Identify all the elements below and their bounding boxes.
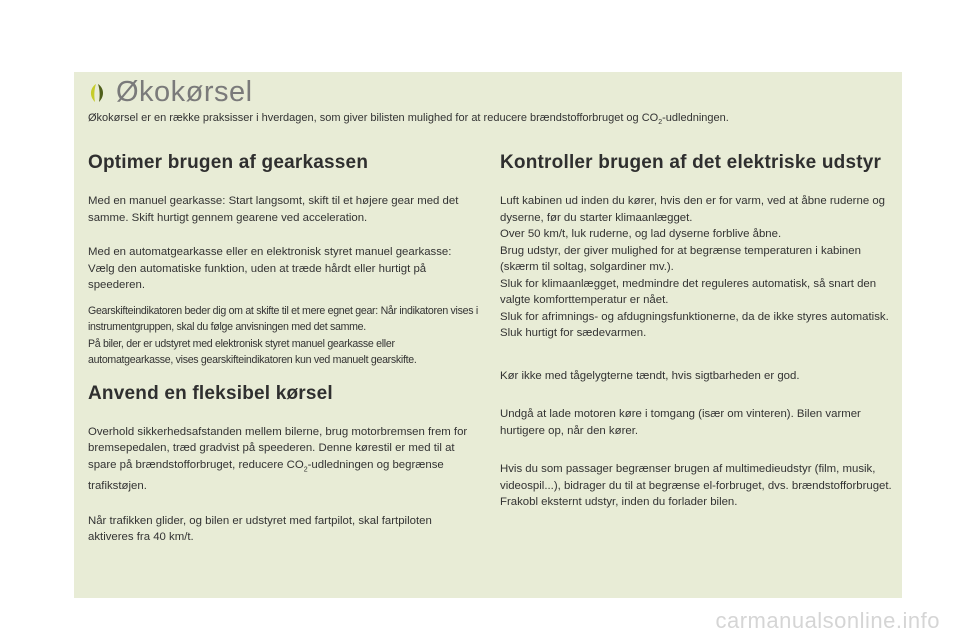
paragraph: På biler, der er udstyret med elektronisk styret manuel gearkasse eller automatgearkasse, vises gearskifteindikatoren kun ved manuelt gearskifte. — [88, 337, 417, 366]
paragraph: Luft kabinen ud inden du kører, hvis den er for varm, ved at åbne ruderne og dyserne, før du starter klimaanlægget. — [500, 195, 885, 224]
paragraph: Brug udstyr, der giver mulighed for at begrænse temperaturen i kabinen (skærm til soltag, solgardiner mv.). — [500, 244, 861, 273]
paragraph: Gearskifteindikatoren beder dig om at skifte til et mere egnet gear: Når indikatoren vises i instrumentgruppen, skal du følge anvisningen med det samme. — [88, 304, 478, 333]
right-column — [500, 152, 892, 511]
content-panel — [74, 72, 902, 598]
section-heading-flexible-driving: Anvend en fleksibel kørsel — [88, 382, 333, 404]
section-heading-gearbox: Optimer brugen af gearkassen — [88, 152, 369, 173]
paragraph: Kør ikke med tågelygterne tændt, hvis sigtbarheden er god. — [500, 369, 800, 382]
paragraph: Hvis du som passager begrænser brugen af multimedieudstyr (film, musik, videospil...), bidrager du til at begrænse el-forbruget, dvs. brændstofforbruget. — [500, 463, 892, 492]
paragraph: Med en automatgearkasse eller en elektronisk styret manuel gearkasse: Vælg den automatiske funktion, uden at træde hårdt eller hurtigt på speederen. — [88, 246, 452, 291]
paragraph: Overhold sikkerhedsafstanden mellem bilerne, brug motorbremsen frem for bremsepedalen, træd gradvist på speederen. Denne kørestil er med til at spare på brændstofforbruget, reducere $CO_2$-udledningen og begrænse trafikstøjen. — [88, 425, 468, 493]
watermark: carmanualsonline.info — [715, 608, 940, 633]
section-heading-electrical: Kontroller brugen af det elektriske udstyr — [500, 152, 882, 173]
paragraph: Sluk hurtigt for sædevarmen. — [500, 327, 647, 339]
paragraph: Med en manuel gearkasse: Start langsomt, skift til et højere gear med det samme. Skift hurtigt gennem gearene ved acceleration. — [88, 195, 459, 224]
paragraph: Undgå at lade motoren køre i tomgang (især om vinteren). Bilen varmer hurtigere op, når den kører. — [500, 408, 861, 437]
page-header — [88, 76, 253, 109]
paragraph: Sluk for afrimnings- og afdugningsfunktionerne, da de ikke styres automatisk. — [500, 310, 889, 323]
page-title: Økokørsel — [116, 76, 253, 108]
paragraph: Når trafikken glider, og bilen er udstyret med fartpilot, skal fartpiloten aktiveres fra 40 km/t. — [88, 514, 432, 544]
paragraph: Over 50 km/t, luk ruderne, og lad dyserne forblive åbne. — [500, 228, 782, 240]
paragraph: Sluk for klimaanlægget, medmindre det reguleres automatisk, så snart den valgte komforttemperatur er nået. — [500, 277, 877, 306]
paragraph: Frakobl eksternt udstyr, inden du forlader bilen. — [500, 496, 738, 508]
intro-text: Økokørsel er en række praksisser i hverdagen, som giver bilisten mulighed for at reducere brændstofforbruget og $CO_2$-udledningen. — [88, 112, 729, 127]
paragraph-group — [500, 193, 892, 342]
leaf-icon — [88, 82, 106, 104]
left-column — [88, 152, 478, 546]
